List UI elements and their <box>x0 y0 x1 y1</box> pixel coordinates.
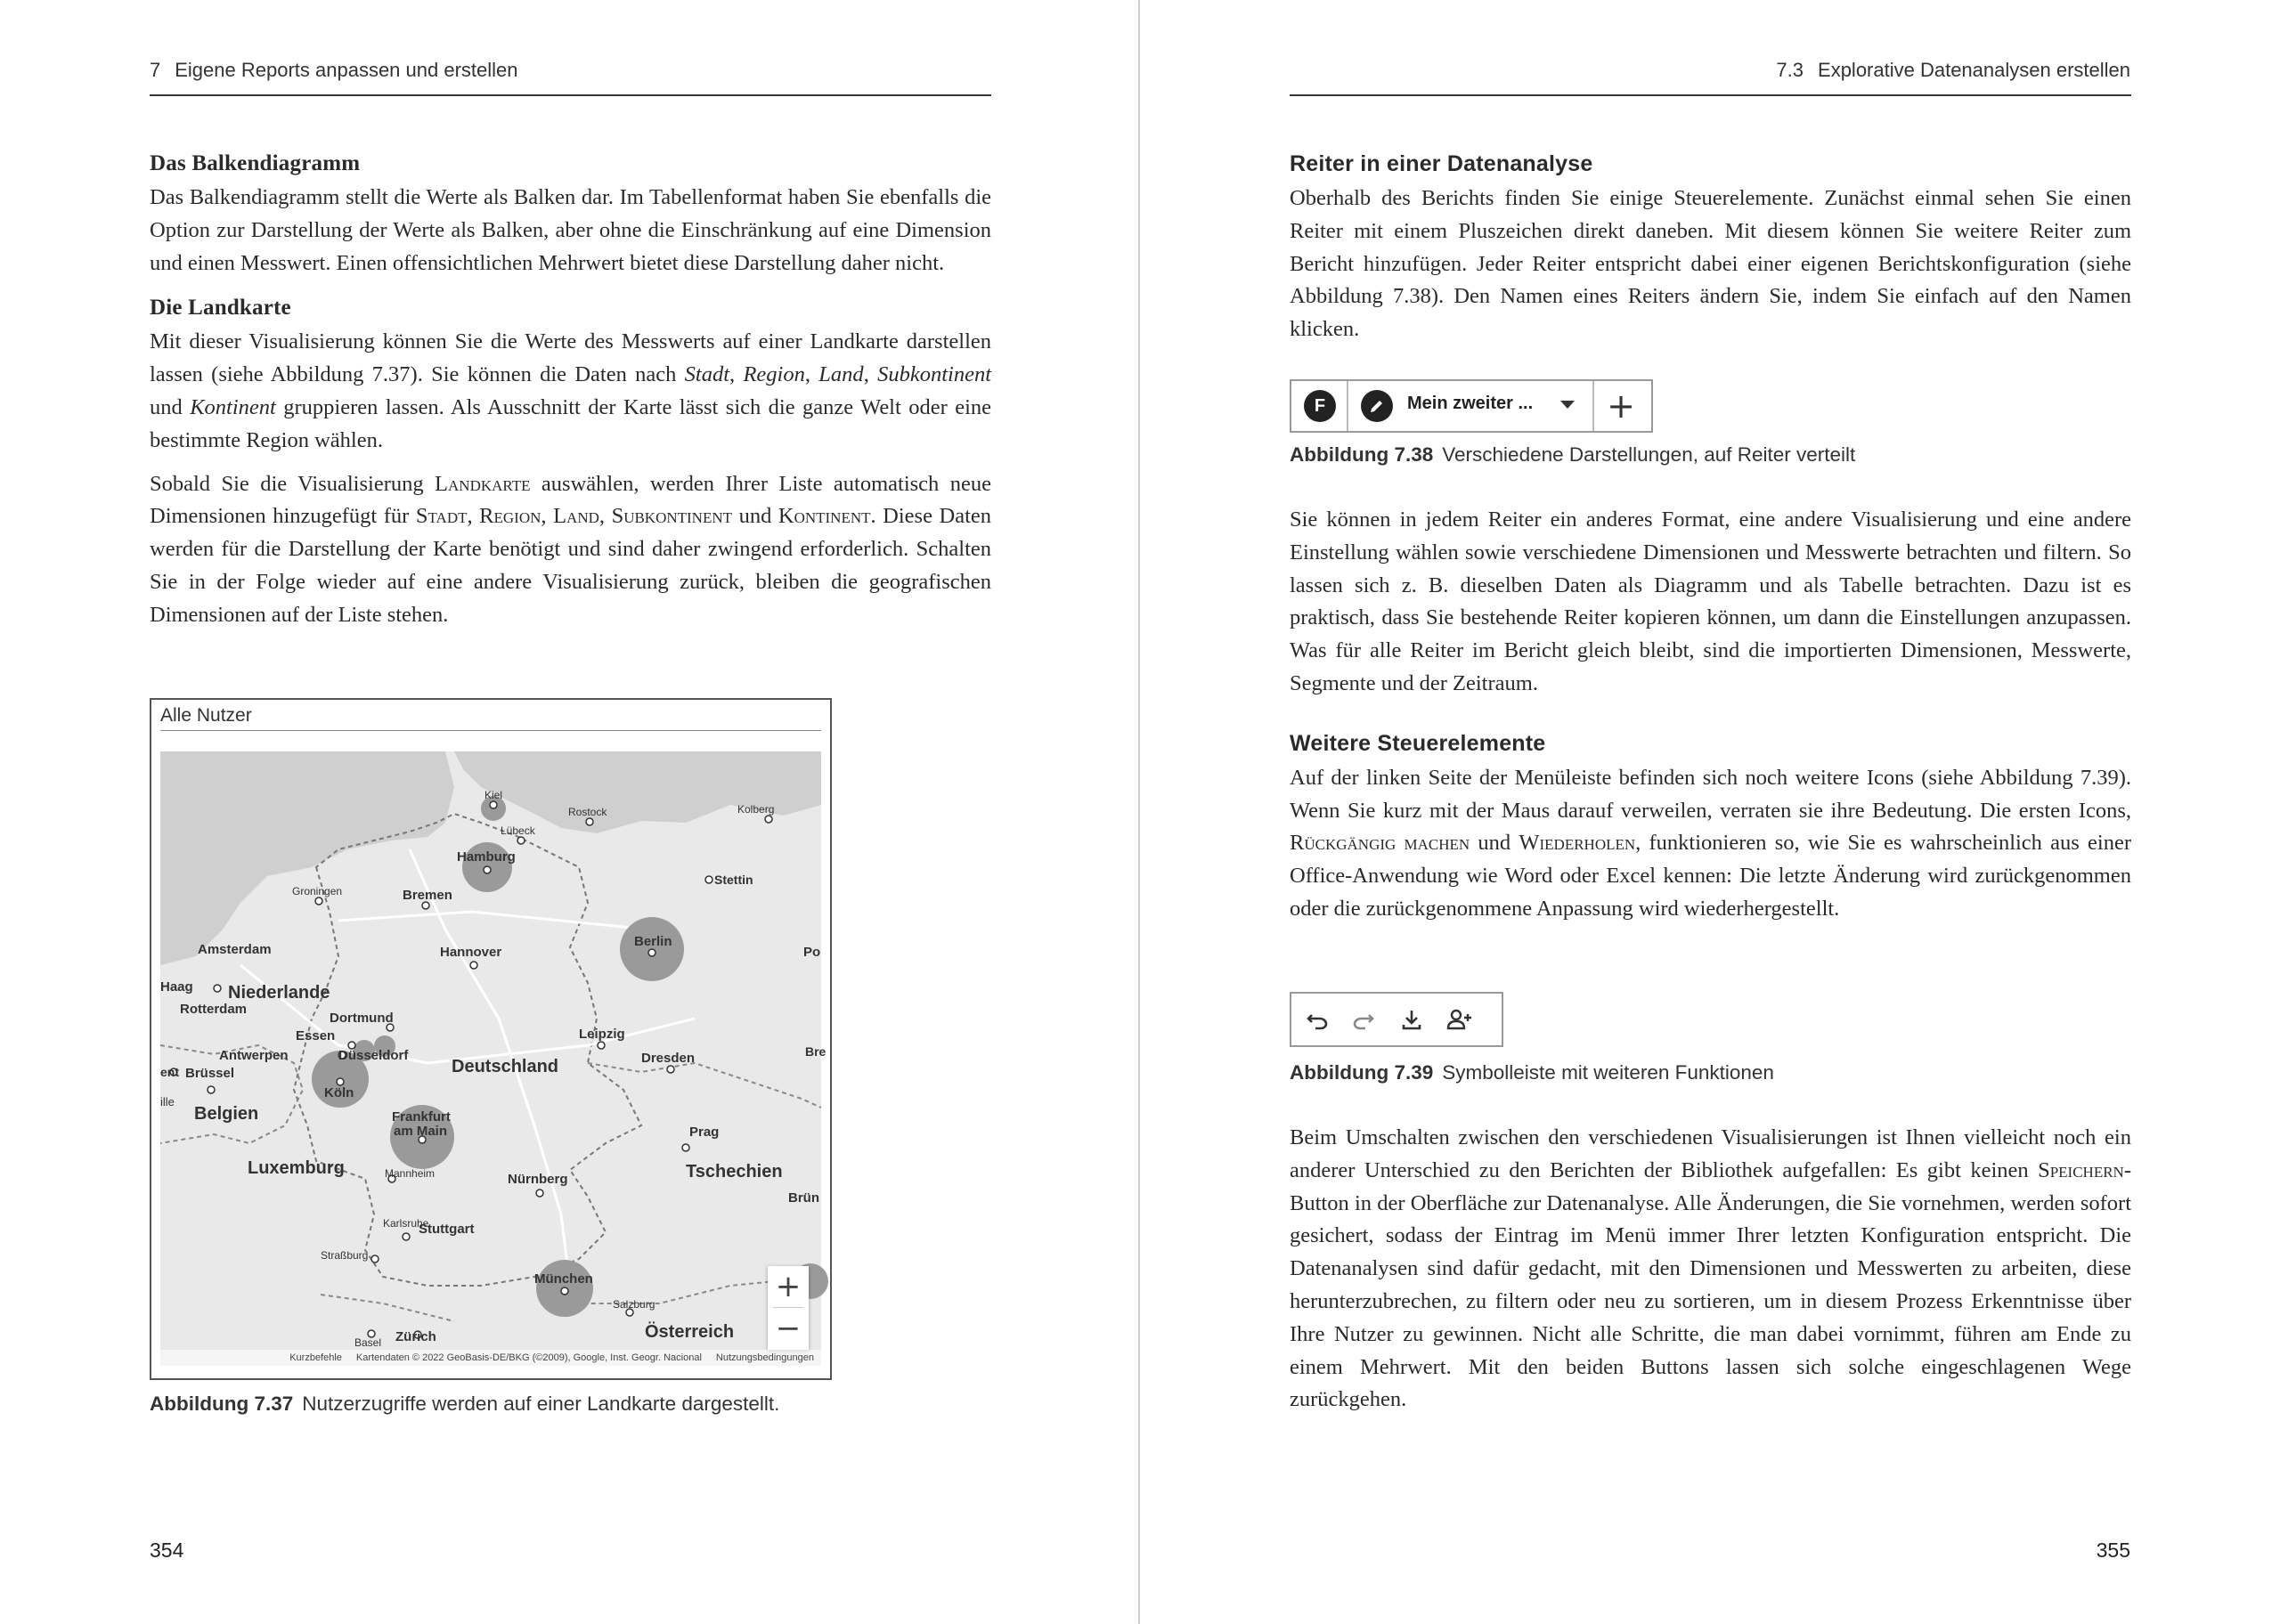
dropdown-caret-icon[interactable] <box>1560 401 1575 409</box>
shortcuts-link[interactable]: Kurzbefehle <box>289 1352 342 1363</box>
toolbar-figure <box>1290 992 1503 1047</box>
heading-reiter: Reiter in einer Datenanalyse <box>1290 151 1593 176</box>
paragraph-steuerelemente: Auf der linken Seite der Menüleiste befinden sich noch weitere Icons (siehe Abbildung 7.39). Wenn Sie kurz mit der Maus darauf verweilen, verraten sie ihre Bedeutung. Die ersten Icons, Rückgängig machen und Wiederholen, funktionieren so, wie Sie es wahrscheinlich aus einer Office-Anwendung wie Word oder Excel kennen: Die letzte Änderung wird zurückgenommen oder die zurückgenommene Anpassung wird wiederhergestellt. <box>1290 765 2132 921</box>
map-label-mannheim: Mannheim <box>385 1167 436 1180</box>
map-svg <box>160 751 826 1366</box>
map-label-berlin: Berlin <box>634 934 672 949</box>
caption-figure-7-37 <box>150 1393 779 1416</box>
heading-steuerelemente: Weitere Steuerelemente <box>1290 730 1546 756</box>
avatar[interactable]: F <box>1304 390 1336 422</box>
map-label-leipzig: Leipzig <box>579 1027 625 1042</box>
tabs-figure <box>1290 379 1653 433</box>
map-label-belgien: Belgien <box>194 1104 259 1124</box>
caption-tabs-text: Verschiedene Darstellungen, auf Reiter verteilt <box>1442 443 1856 466</box>
paragraph-speichern: Beim Umschalten zwischen den verschiedenen Visualisierungen ist Ihnen vielleicht noch ein anderer Unterschied zu den Berichten der Bibliothek aufgefallen: Es gibt keinen Speichern-Button in der Oberfläche zur Datenanalyse. Alle Änderungen, die Sie vornehmen, werden sofort gesichert, sodass der Eintrag im Menü immer Ihrer letzten Konfiguration entspricht. Die Datenanalysen sind dafür gedacht, mit den Dimensionen und Messwerten zu arbeiten, diese herunterzubrechen, zu filtern oder neu zu sortieren, um in diesem Prozess Erkenntnisse über Ihre Nutzer zu gewinnen. Nicht alle Schritte, die man dabei vornimmt, führen am Ende zu einem Mehrwert. Mit den beiden Buttons lassen sich solche eingeschlagenen Wege zurückgehen. <box>1290 1125 2131 1412</box>
road-2 <box>240 965 695 1063</box>
map-attribution <box>160 1350 821 1366</box>
download-icon[interactable] <box>1396 1004 1427 1035</box>
pencil-glyph <box>1368 397 1386 415</box>
map-label-deutschland: Deutschland <box>452 1057 559 1076</box>
map-label-po: Po <box>803 945 821 960</box>
map-label-kolberg: Kolberg <box>737 803 775 816</box>
map-label-oesterreich: Österreich <box>645 1322 735 1342</box>
map-title-rule <box>160 730 821 731</box>
map-canvas[interactable] <box>160 751 826 1366</box>
map-label-tschechien: Tschechien <box>686 1162 783 1181</box>
zoom-out-button[interactable]: − <box>775 1311 802 1346</box>
map-label-muenchen: München <box>534 1271 593 1287</box>
map-label-duesseldorf: Düsseldorf <box>338 1048 409 1063</box>
map-title: Alle Nutzer <box>160 705 252 726</box>
map-label-salzburg: Salzburg <box>613 1298 656 1311</box>
heading-balkendiagramm: Das Balkendiagramm <box>150 151 361 175</box>
paragraph-reiter: Oberhalb des Berichts finden Sie einige Steuerelemente. Zunächst einmal sehen Sie einen Reiter mit einem Pluszeichen direkt daneben. Mit diesem können Sie weitere Reiter zum Bericht hinzufügen. Jeder Reiter entspricht dabei einer eigenen Berichtskonfiguration (siehe Abbildung 7.38). Den Namen eines Reiters ändern Sie, indem Sie einfach auf den Namen klicken. <box>1290 186 2131 342</box>
caption-figure-7-38 <box>1290 443 1855 467</box>
map-label-frankfurt: Frankfurt <box>392 1109 451 1125</box>
right-page <box>1140 0 2280 1624</box>
heading-landkarte: Die Landkarte <box>150 296 291 321</box>
czech-border <box>588 1063 821 1108</box>
north-sea <box>160 751 454 965</box>
map-data-credit: Kartendaten © 2022 GeoBasis-DE/BKG (©2009), Google, Inst. Geogr. Nacional <box>355 1352 702 1363</box>
redo-icon[interactable] <box>1348 1004 1379 1035</box>
caption-label: Abbildung 7.37 <box>150 1393 294 1415</box>
page-number-left: 354 <box>150 1539 184 1562</box>
paragraph-reiter-2: Sie können in jedem Reiter ein anderes Format, eine andere Visualisierung und eine andere Einstellung wählen sowie verschiedene Dimensionen und Messwerte betrachten und filtern. So lassen sich z. B. dieselben Daten als Diagramm und als Tabelle betrachten. Dazu ist es praktisch, dass Sie bestehende Reiter kopieren können, um dann die Einstellungen anzupassen. Was für alle Reiter im Bericht gleich bleibt, sind die importierten Dimensionen, Messwerte, Segmente und der Zeitraum. <box>1290 508 2131 695</box>
map-label-dresden: Dresden <box>641 1051 696 1066</box>
caption-toolbar-label: Abbildung 7.39 <box>1290 1061 1434 1084</box>
map-label-nuernberg: Nürnberg <box>508 1172 568 1187</box>
add-tab-button[interactable]: + <box>1607 386 1635 426</box>
section-number: 7.3 <box>1776 59 1804 81</box>
left-page <box>0 0 1138 1624</box>
map-label-hamburg: Hamburg <box>457 849 516 865</box>
caption-text: Nutzerzugriffe werden auf einer Landkarte dargestellt. <box>302 1393 780 1415</box>
road-3 <box>338 912 650 930</box>
zoom-in-button[interactable]: + <box>775 1269 802 1304</box>
map-label-niederlande: Niederlande <box>228 983 330 1003</box>
map-label-strassburg: Straßburg <box>321 1249 369 1262</box>
pencil-icon[interactable] <box>1361 390 1393 422</box>
map-label-am-main: am Main <box>394 1124 448 1139</box>
right-text-column-bottom <box>1290 1122 2131 1427</box>
swiss-border <box>321 1295 454 1321</box>
map-label-karlsruhe: Karlsruhe <box>383 1217 429 1230</box>
map-label-dortmund: Dortmund <box>330 1011 394 1026</box>
section-title: Explorative Datenanalysen erstellen <box>1818 59 2130 81</box>
paragraph-landkarte-1: Mit dieser Visualisierung können Sie die Werte des Messwerts auf einer Landkarte darstellen lassen (siehe Abbildung 7.37). Sie können die Daten nach Stadt, Region, Land, Subkontinent und Kontinent gruppieren lassen. Als Ausschnitt der Karte lässt sich die ganze Welt oder eine bestimmte Region wählen. <box>150 329 992 452</box>
left-text-column <box>150 151 991 643</box>
caption-toolbar-text: Symbolleiste mit weiteren Funktionen <box>1442 1061 1774 1084</box>
share-user-icon[interactable] <box>1445 1004 1475 1035</box>
map-label-haag: Haag <box>160 979 193 995</box>
map-label-ille: ille <box>160 1095 175 1108</box>
running-head-left <box>150 59 518 82</box>
map-label-groningen: Groningen <box>292 885 343 897</box>
map-figure <box>150 698 832 1380</box>
right-text-column-middle <box>1290 504 2131 937</box>
header-rule-right <box>1290 94 2131 96</box>
map-label-bruen: Brün <box>788 1190 819 1206</box>
map-label-amsterdam: Amsterdam <box>198 942 272 957</box>
map-label-prag: Prag <box>689 1125 720 1140</box>
running-head-right <box>1776 59 2130 82</box>
map-label-bre: Bre <box>805 1044 826 1059</box>
caption-figure-7-39 <box>1290 1061 1774 1084</box>
map-label-bruessel: Brüssel <box>185 1066 235 1081</box>
zoom-control <box>768 1266 809 1350</box>
map-label-luebeck: Lübeck <box>501 824 535 837</box>
right-text-column-top <box>1290 151 2131 357</box>
tab-divider <box>1347 381 1348 431</box>
map-label-luxemburg: Luxemburg <box>248 1158 345 1178</box>
page-number-right: 355 <box>2096 1539 2130 1562</box>
map-label-ent: ent <box>160 1065 179 1079</box>
map-label-hannover: Hannover <box>440 945 502 960</box>
map-label-rostock: Rostock <box>568 806 607 818</box>
undo-icon[interactable] <box>1302 1004 1332 1035</box>
header-rule <box>150 94 991 96</box>
paragraph-landkarte-2: Sobald Sie die Visualisierung Landkarte auswählen, werden Ihrer Liste automatisch neue Dimensionen hinzugefügt für Stadt, Region, Land, Subkontinent und Kontinent. Diese Daten werden für die Darstellung der Karte benötigt und sind daher zwingend erforderlich. Schalten Sie in der Folge wieder auf eine andere Visualisierung zurück, bleiben die geografischen Dimensionen auf der Liste stehen. <box>150 471 992 627</box>
map-label-stuttgart: Stuttgart <box>419 1222 475 1237</box>
paragraph-balkendiagramm: Das Balkendiagramm stellt die Werte als Balken dar. Im Tabellenformat haben Sie ebenfalls die Option zur Darstellung der Werte als Balken, aber ohne die Einschränkung auf eine Dimension und einen Messwert. Einen offensichtlichen Mehrwert bietet diese Darstellung daher nicht. <box>150 185 991 275</box>
chapter-title: Eigene Reports anpassen und erstellen <box>175 59 518 81</box>
map-label-zuerich: Zürich <box>395 1329 436 1344</box>
chapter-number: 7 <box>150 59 161 81</box>
map-label-essen: Essen <box>296 1028 336 1043</box>
terms-link[interactable]: Nutzungsbedingungen <box>715 1352 814 1363</box>
tab-name[interactable]: Mein zweiter ... <box>1407 394 1534 413</box>
caption-tabs-label: Abbildung 7.38 <box>1290 443 1434 466</box>
map-label-antwerpen: Antwerpen <box>219 1048 289 1063</box>
map-label-basel: Basel <box>354 1336 382 1349</box>
map-label-kiel: Kiel <box>484 789 503 801</box>
map-label-koeln: Köln <box>324 1085 354 1100</box>
map-label-stettin: Stettin <box>714 873 753 887</box>
map-label-bremen: Bremen <box>403 888 452 903</box>
map-label-rotterdam: Rotterdam <box>180 1002 248 1017</box>
